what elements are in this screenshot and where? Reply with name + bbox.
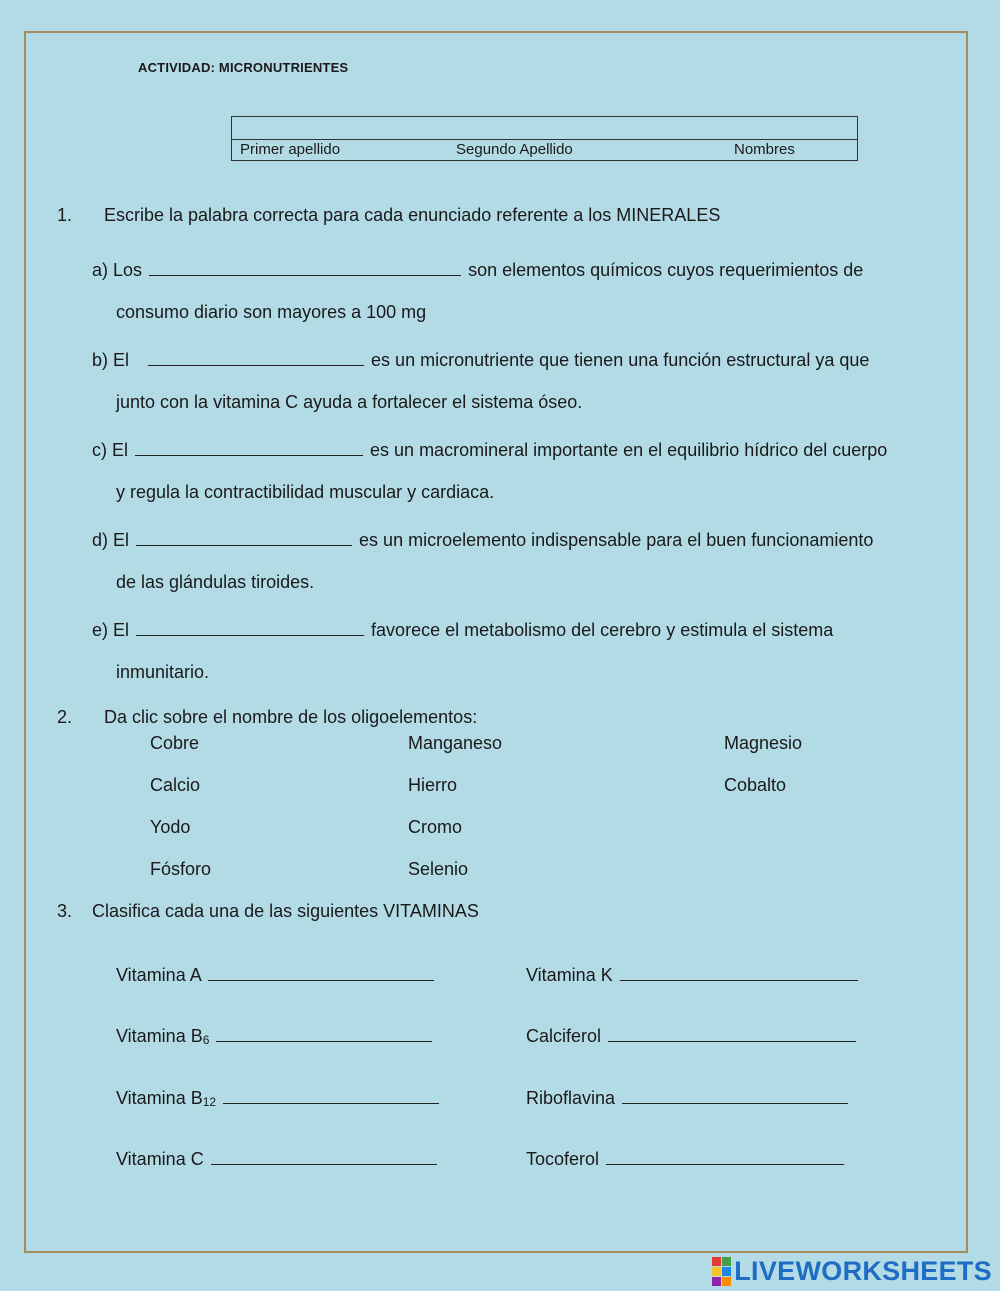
option-manganeso[interactable]: Manganeso	[408, 733, 503, 753]
tocoferol-label: Tocoferol	[526, 1149, 600, 1169]
vitamin-b12-blank[interactable]	[223, 1085, 439, 1104]
liveworksheets-logo	[712, 1256, 992, 1286]
vitamin-b6-row	[116, 1023, 434, 1047]
calciferol-row	[526, 1023, 858, 1047]
vitamin-a-row	[116, 962, 436, 986]
q1-b-continuation: junto con la vitamina C ayuda a fortalecer el sistema óseo.	[116, 392, 583, 412]
option-cobalto[interactable]: Cobalto	[724, 775, 787, 795]
option-fosforo[interactable]: Fósforo	[150, 859, 212, 879]
q1-b-blank[interactable]	[148, 347, 364, 366]
calciferol-label: Calciferol	[526, 1026, 602, 1046]
vitamin-b12-label: Vitamina B	[116, 1088, 203, 1108]
name-input-row[interactable]	[232, 117, 857, 140]
tocoferol-blank[interactable]	[606, 1146, 844, 1165]
vitamin-b12-subscript: 12	[202, 1095, 217, 1109]
q1-c-blank[interactable]	[135, 437, 363, 456]
q1-d-prefix: d) El	[92, 530, 130, 550]
q1-e-continuation: inmunitario.	[116, 662, 210, 682]
option-cromo[interactable]: Cromo	[408, 817, 463, 837]
option-calcio[interactable]: Calcio	[150, 775, 201, 795]
tocoferol-row	[526, 1146, 846, 1170]
option-hierro[interactable]: Hierro	[408, 775, 458, 795]
q1-b-prefix: b) El	[92, 350, 130, 370]
vitamin-k-blank[interactable]	[620, 962, 858, 981]
q1-d-continuation: de las glándulas tiroides.	[116, 572, 315, 592]
q2-number: 2.	[57, 707, 73, 727]
q1-item-d	[92, 527, 873, 551]
vitamin-a-blank[interactable]	[208, 962, 434, 981]
vitamin-c-blank[interactable]	[211, 1146, 437, 1165]
option-yodo[interactable]: Yodo	[150, 817, 191, 837]
names-label: Nombres	[734, 141, 795, 158]
vitamin-c-row	[116, 1146, 439, 1170]
q1-number: 1.	[57, 205, 73, 225]
calciferol-blank[interactable]	[608, 1023, 856, 1042]
vitamin-b6-label: Vitamina B	[116, 1026, 203, 1046]
vitamin-k-label: Vitamina K	[526, 965, 613, 985]
q1-e-prefix: e) El	[92, 620, 130, 640]
logo-text: LIVEWORKSHEETS	[734, 1255, 992, 1286]
logo-mark-icon	[712, 1257, 731, 1286]
option-magnesio[interactable]: Magnesio	[724, 733, 803, 753]
vitamin-b12-row	[116, 1085, 441, 1109]
student-name-table	[231, 116, 858, 161]
q1-e-blank[interactable]	[136, 617, 364, 636]
q1-a-blank[interactable]	[149, 257, 461, 276]
riboflavina-row	[526, 1085, 850, 1109]
q3-number: 3.	[57, 901, 73, 921]
second-surname-label: Segundo Apellido	[456, 141, 573, 158]
q1-item-a	[92, 257, 863, 281]
q1-c-continuation: y regula la contractibilidad muscular y cardiaca.	[116, 482, 495, 502]
q1-a-text: son elementos químicos cuyos requerimientos de	[468, 260, 864, 280]
q1-prompt: Escribe la palabra correcta para cada enunciado referente a los MINERALES	[104, 205, 721, 225]
q1-c-text: es un macromineral importante en el equilibrio hídrico del cuerpo	[370, 440, 888, 460]
q1-d-blank[interactable]	[136, 527, 352, 546]
q1-b-text: es un micronutriente que tienen una función estructural ya que	[371, 350, 870, 370]
first-surname-label: Primer apellido	[240, 141, 341, 158]
q1-a-continuation: consumo diario son mayores a 100 mg	[116, 302, 427, 322]
q3-prompt: Clasifica cada una de las siguientes VITAMINAS	[92, 901, 479, 921]
q1-a-prefix: a) Los	[92, 260, 143, 280]
option-selenio[interactable]: Selenio	[408, 859, 469, 879]
vitamin-b6-blank[interactable]	[216, 1023, 432, 1042]
q1-d-text: es un microelemento indispensable para el buen funcionamiento	[359, 530, 874, 550]
vitamin-k-row	[526, 962, 860, 986]
q1-item-b	[92, 347, 869, 371]
q1-item-c	[92, 437, 887, 461]
riboflavina-blank[interactable]	[622, 1085, 848, 1104]
q1-e-text: favorece el metabolismo del cerebro y estimula el sistema	[371, 620, 834, 640]
vitamin-a-label: Vitamina A	[116, 965, 201, 985]
q1-c-prefix: c) El	[92, 440, 128, 460]
page-title: ACTIVIDAD: MICRONUTRIENTES	[138, 60, 349, 75]
q2-prompt: Da clic sobre el nombre de los oligoelementos:	[104, 707, 478, 727]
option-cobre[interactable]: Cobre	[150, 733, 200, 753]
riboflavina-label: Riboflavina	[526, 1088, 616, 1108]
vitamin-c-label: Vitamina C	[116, 1149, 204, 1169]
vitamin-b6-subscript: 6	[202, 1033, 210, 1047]
q1-item-e	[92, 617, 833, 641]
